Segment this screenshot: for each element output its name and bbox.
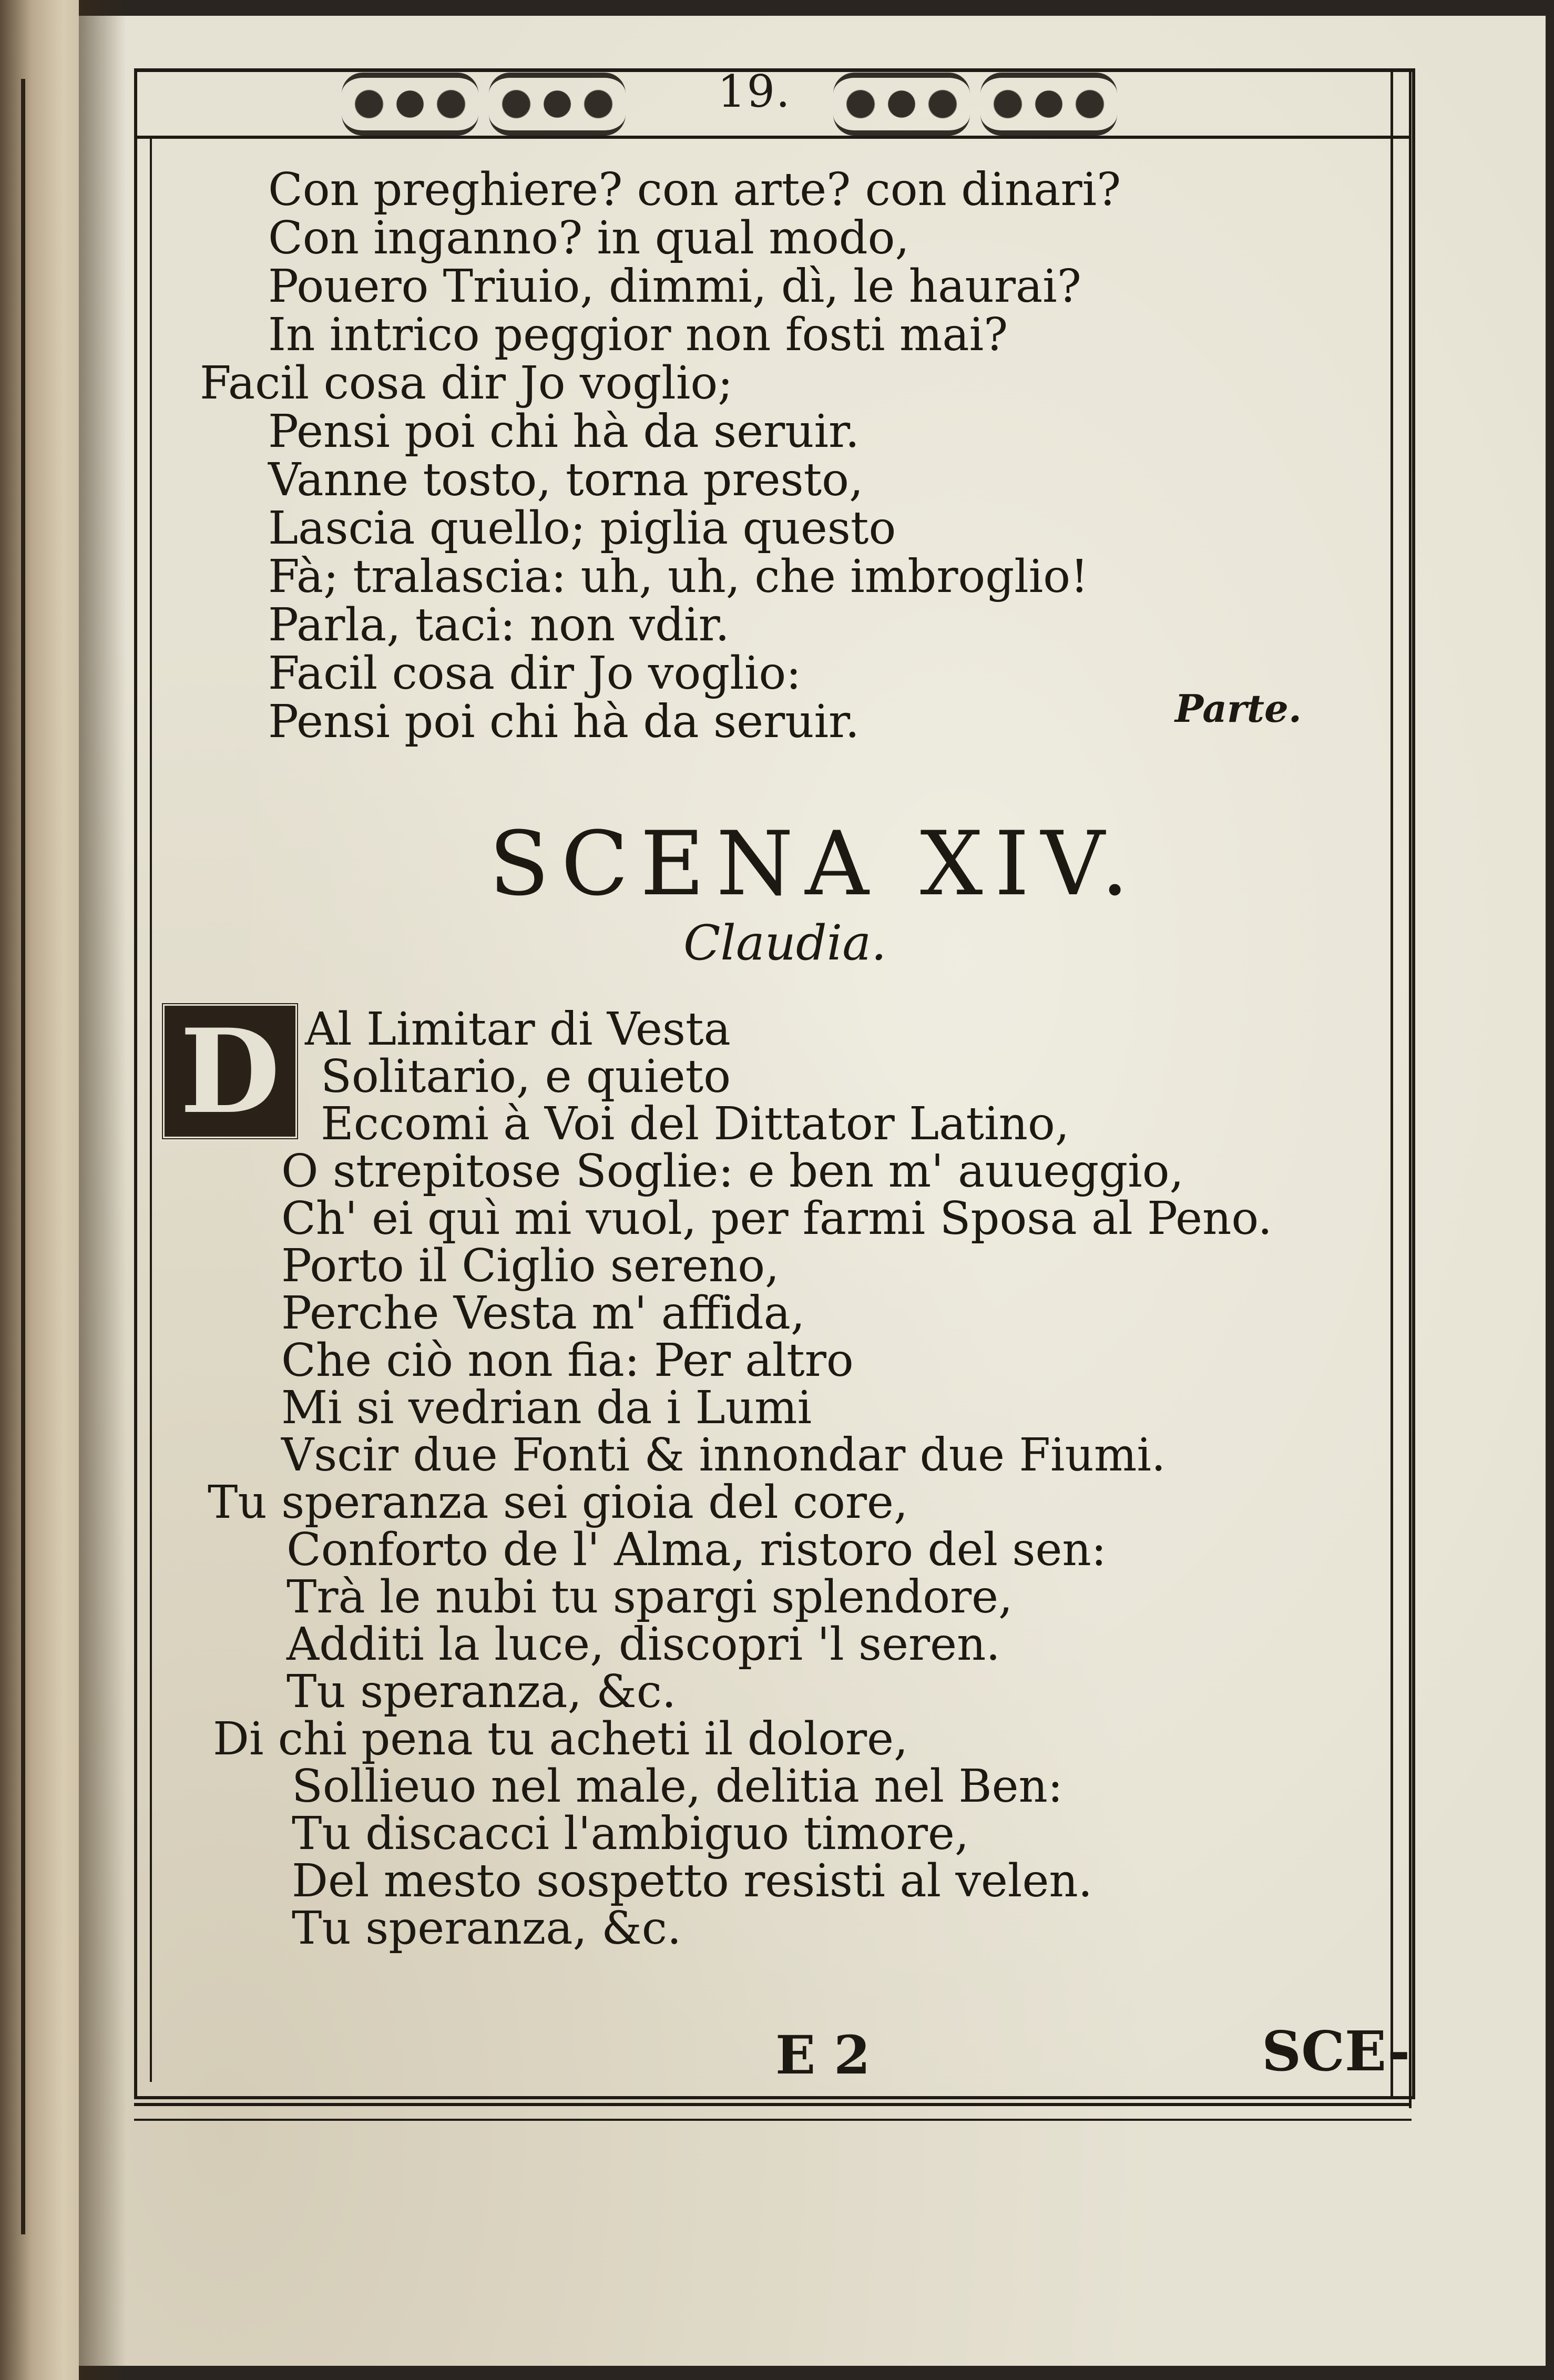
verse-line: Tu speranza, &c. — [287, 1666, 677, 1718]
frame-inner-right-rule — [1391, 68, 1393, 2098]
verse-line: Vscir due Fonti & innondar due Fiumi. — [281, 1429, 1166, 1482]
footer-rule — [134, 2103, 1412, 2106]
verse-line: Porto il Ciglio sereno, — [281, 1240, 780, 1292]
scene-title: SCENA XIV. — [489, 812, 1141, 915]
verse-line: Conforto de l' Alma, ristoro del sen: — [287, 1524, 1107, 1576]
gutter-shadow — [79, 0, 126, 2380]
footer-rule-double — [134, 2119, 1412, 2121]
verse-line: Additi la luce, discopri 'l seren. — [287, 1618, 1000, 1671]
ornament-icon — [980, 73, 1117, 136]
verse-line: Lascia quello; piglia questo — [268, 502, 896, 555]
verse-line: Eccomi à Voi del Dittator Latino, — [321, 1098, 1070, 1150]
verse-line: Pensi poi chi hà da seruir. — [268, 696, 860, 748]
ornament-icon — [489, 73, 626, 136]
character-name: Claudia. — [683, 915, 887, 971]
verse-line: Che ciò non fia: Per altro — [281, 1334, 854, 1387]
verse-line: Con preghiere? con arte? con dinari? — [268, 164, 1121, 216]
verse-line: Sollieuo nel male, delitia nel Ben: — [292, 1760, 1063, 1813]
verse-line: Facil cosa dir Jo voglio; — [200, 357, 733, 410]
verse-line: Di chi pena tu acheti il dolore, — [213, 1713, 908, 1765]
header-ornament-left — [342, 73, 626, 125]
verse-line: Perche Vesta m' affida, — [281, 1287, 805, 1340]
verse-line: Pensi poi chi hà da seruir. — [268, 405, 860, 458]
verse-line: Tu speranza sei gioia del core, — [208, 1476, 908, 1529]
page-number: 19. — [718, 66, 791, 117]
ornament-icon — [833, 73, 970, 136]
verse-line: Facil cosa dir Jo voglio: — [268, 647, 802, 700]
verse-line: Fà; tralascia: uh, uh, che imbroglio! — [268, 550, 1089, 603]
frame-inner-left-rule — [150, 137, 152, 2082]
verse-line: Pouero Triuio, dimmi, dì, le haurai? — [268, 260, 1081, 313]
dropcap-initial: D — [160, 1002, 300, 1141]
verse-line: Con inganno? in qual modo, — [268, 212, 909, 264]
frame-outer-right-rule — [1409, 68, 1412, 2108]
verse-line: Del mesto sospetto resisti al velen. — [292, 1855, 1093, 1907]
header-rule — [134, 136, 1412, 139]
verse-line: Ch' ei quì mi vuol, per farmi Sposa al Peno. — [281, 1192, 1272, 1245]
verse-line: Tu discacci l'ambiguo timore, — [292, 1807, 969, 1860]
verse-line: Parla, taci: non vdir. — [268, 599, 730, 651]
signature-mark: E 2 — [775, 2024, 871, 2086]
catchword: SCE- — [1262, 2019, 1410, 2083]
verse-line: Tu speranza, &c. — [292, 1902, 682, 1955]
verse-line: Solitario, e quieto — [321, 1050, 731, 1103]
verse-line: Al Limitar di Vesta — [305, 1003, 731, 1056]
verse-line: O strepitose Soglie: e ben m' auueggio, — [281, 1145, 1184, 1198]
ornament-icon — [342, 73, 478, 136]
verse-line: In intrico peggior non fosti mai? — [268, 309, 1008, 361]
stage-direction: Parte. — [1175, 686, 1302, 731]
verse-line: Vanne tosto, torna presto, — [268, 454, 864, 506]
header-ornament-right — [833, 73, 1117, 125]
left-page-rule — [21, 79, 25, 2234]
verse-line: Mi si vedrian da i Lumi — [281, 1382, 812, 1434]
verse-line: Trà le nubi tu spargi splendore, — [287, 1571, 1013, 1623]
left-page-edge — [0, 0, 79, 2380]
